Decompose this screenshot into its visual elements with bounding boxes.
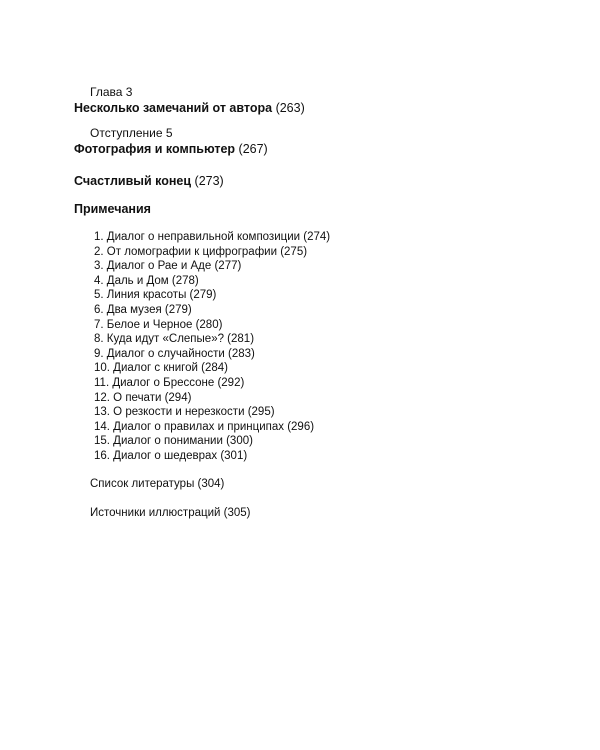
- list-item: 6. Два музея (279): [94, 303, 192, 316]
- chapter-label: Глава 3: [90, 85, 133, 99]
- list-item: 15. Диалог о понимании (300): [94, 435, 253, 448]
- toc-entry-happy-end: [74, 173, 534, 189]
- list-item: 16. Диалог о шедеврах (301): [94, 449, 248, 462]
- list-item: 13. О резкости и нерезкости (295): [94, 406, 275, 419]
- chapter-title: [74, 100, 534, 116]
- list-item: 2. От ломографии к цифрографии (275): [94, 245, 308, 258]
- list-item: 4. Даль и Дом (278): [94, 274, 199, 287]
- notes-title: Примечания: [74, 202, 151, 216]
- list-item: 7. Белое и Черное (280): [94, 318, 223, 331]
- digression-label: Отступление 5: [90, 126, 173, 140]
- list-item: 9. Диалог о случайности (283): [94, 347, 255, 360]
- list-item: 12. О печати (294): [94, 391, 192, 404]
- happy-end-title: [74, 173, 534, 189]
- list-item: 11. Диалог о Брессоне (292): [94, 376, 245, 389]
- toc-entry-chapter-3: [74, 85, 534, 116]
- list-item: 14. Диалог о правилах и принципах (296): [94, 420, 315, 433]
- happy-end-page-number: (273): [194, 174, 224, 188]
- toc-entry-digression-5: [74, 126, 534, 157]
- table-of-contents: [74, 85, 534, 521]
- chapter-page-number: (263): [275, 101, 305, 115]
- happy-end-title-text: Счастливый конец: [74, 174, 192, 188]
- digression-title-text: Фотография и компьютер: [74, 142, 236, 156]
- toc-entry-notes: [74, 201, 534, 464]
- list-item: 5. Линия красоты (279): [94, 289, 217, 302]
- list-item: 8. Куда идут «Слепые»? (281): [94, 333, 255, 346]
- toc-entry-illustrations: Источники иллюстраций (305): [90, 506, 251, 519]
- notes-list: [94, 230, 534, 464]
- chapter-title-text: Несколько замечаний от автора: [74, 101, 273, 115]
- list-item: 1. Диалог о неправильной композиции (274): [94, 231, 331, 243]
- list-item: 3. Диалог о Рае и Аде (277): [94, 260, 242, 273]
- list-item: 10. Диалог с книгой (284): [94, 362, 228, 375]
- digression-page-number: (267): [238, 142, 268, 156]
- toc-entry-bibliography: Список литературы (304): [90, 477, 225, 490]
- digression-title: [74, 141, 534, 157]
